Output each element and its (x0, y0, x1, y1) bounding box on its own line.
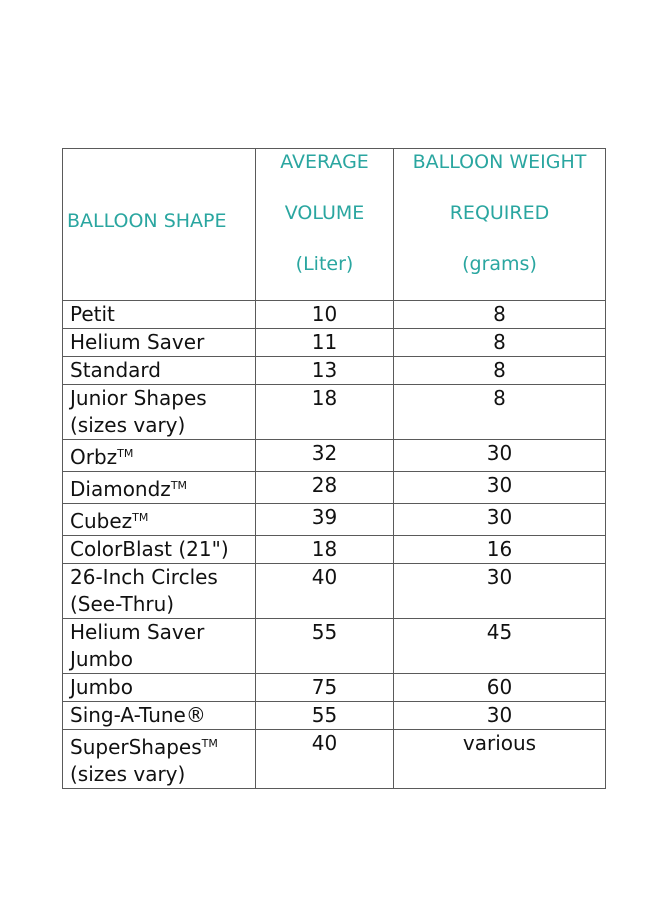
balloon-shape-name: SuperShapes (70, 735, 202, 759)
balloon-shape-cell (63, 730, 256, 789)
header-volume-line-1: AVERAGE (280, 151, 369, 173)
balloon-weight-cell: various (394, 730, 606, 789)
balloon-weight-cell: 30 (394, 440, 606, 472)
balloon-shape-name: Jumbo (70, 675, 133, 699)
balloon-shape-cell (63, 564, 256, 619)
balloon-shape-name: 26-Inch Circles (70, 565, 218, 589)
average-volume-cell: 40 (256, 564, 394, 619)
balloon-shape-cell (63, 329, 256, 357)
average-volume-cell: 28 (256, 472, 394, 504)
balloon-weight-cell: 8 (394, 385, 606, 440)
average-volume-cell: 13 (256, 357, 394, 385)
balloon-shape-cell (63, 674, 256, 702)
balloon-weight-cell: 8 (394, 329, 606, 357)
average-volume-cell: 32 (256, 440, 394, 472)
balloon-shape-cell (63, 301, 256, 329)
header-volume-line-2: VOLUME (284, 202, 365, 224)
table-row (63, 536, 606, 564)
balloon-shape-name: Diamondz (70, 477, 171, 501)
balloon-shape-name: (sizes vary) (70, 413, 186, 437)
balloon-shape-cell (63, 472, 256, 504)
average-volume-cell: 55 (256, 702, 394, 730)
balloon-shape-cell (63, 504, 256, 536)
table-row (63, 564, 606, 619)
header-balloon-shape-label: BALLOON SHAPE (67, 209, 227, 232)
balloon-shape-cell (63, 619, 256, 674)
average-volume-cell: 55 (256, 619, 394, 674)
balloon-shape-name: Junior Shapes (70, 386, 207, 410)
table-row (63, 674, 606, 702)
balloon-shape-name: (See-Thru) (70, 592, 175, 616)
average-volume-cell: 18 (256, 385, 394, 440)
header-volume-line-3: (Liter) (295, 253, 354, 275)
balloon-weight-cell: 8 (394, 357, 606, 385)
balloon-shape-name: Cubez (70, 509, 133, 533)
trademark-mark: TM (201, 737, 218, 750)
average-volume-cell: 11 (256, 329, 394, 357)
table-row (63, 385, 606, 440)
balloon-weight-cell: 30 (394, 564, 606, 619)
balloon-shape-name: Petit (70, 302, 115, 326)
table-row (63, 357, 606, 385)
balloon-shape-name: ColorBlast (21") (70, 537, 229, 561)
header-row (63, 149, 606, 301)
average-volume-cell: 10 (256, 301, 394, 329)
header-balloon-shape (63, 149, 256, 301)
average-volume-cell: 40 (256, 730, 394, 789)
header-balloon-weight (394, 149, 606, 301)
table-row (63, 504, 606, 536)
balloon-weight-cell: 16 (394, 536, 606, 564)
header-weight-line-1: BALLOON WEIGHT (412, 151, 587, 173)
balloon-shape-name: Standard (70, 358, 161, 382)
balloon-weight-cell: 8 (394, 301, 606, 329)
balloon-weight-cell: 60 (394, 674, 606, 702)
balloon-shape-cell (63, 385, 256, 440)
table-row (63, 730, 606, 789)
balloon-shape-name: Jumbo (70, 647, 133, 671)
header-weight-line-3: (grams) (462, 253, 537, 275)
average-volume-cell: 75 (256, 674, 394, 702)
balloon-weight-cell: 30 (394, 504, 606, 536)
balloon-weight-cell: 30 (394, 702, 606, 730)
balloon-shape-name: Orbz (70, 445, 118, 469)
balloon-shape-cell (63, 702, 256, 730)
header-average-volume (256, 149, 394, 301)
header-weight-line-2: REQUIRED (449, 202, 550, 224)
table-row (63, 329, 606, 357)
trademark-mark: TM (117, 447, 134, 460)
trademark-mark: TM (170, 479, 188, 492)
average-volume-cell: 18 (256, 536, 394, 564)
balloon-shape-cell (63, 536, 256, 564)
balloon-shape-name: Helium Saver (70, 620, 205, 644)
table-row (63, 440, 606, 472)
average-volume-cell: 39 (256, 504, 394, 536)
balloon-shape-name: Sing-A-Tune® (70, 703, 206, 727)
table-row (63, 301, 606, 329)
balloon-shape-name: (sizes vary) (70, 762, 186, 786)
balloon-shape-cell (63, 357, 256, 385)
balloon-weight-cell: 30 (394, 472, 606, 504)
balloon-weight-cell: 45 (394, 619, 606, 674)
balloon-shape-cell (63, 440, 256, 472)
table-body (63, 301, 606, 789)
table-row (63, 472, 606, 504)
trademark-mark: TM (132, 511, 149, 524)
balloon-shape-name: Helium Saver (70, 330, 205, 354)
table-row (63, 619, 606, 674)
table-row (63, 702, 606, 730)
balloon-weight-table (62, 148, 606, 789)
